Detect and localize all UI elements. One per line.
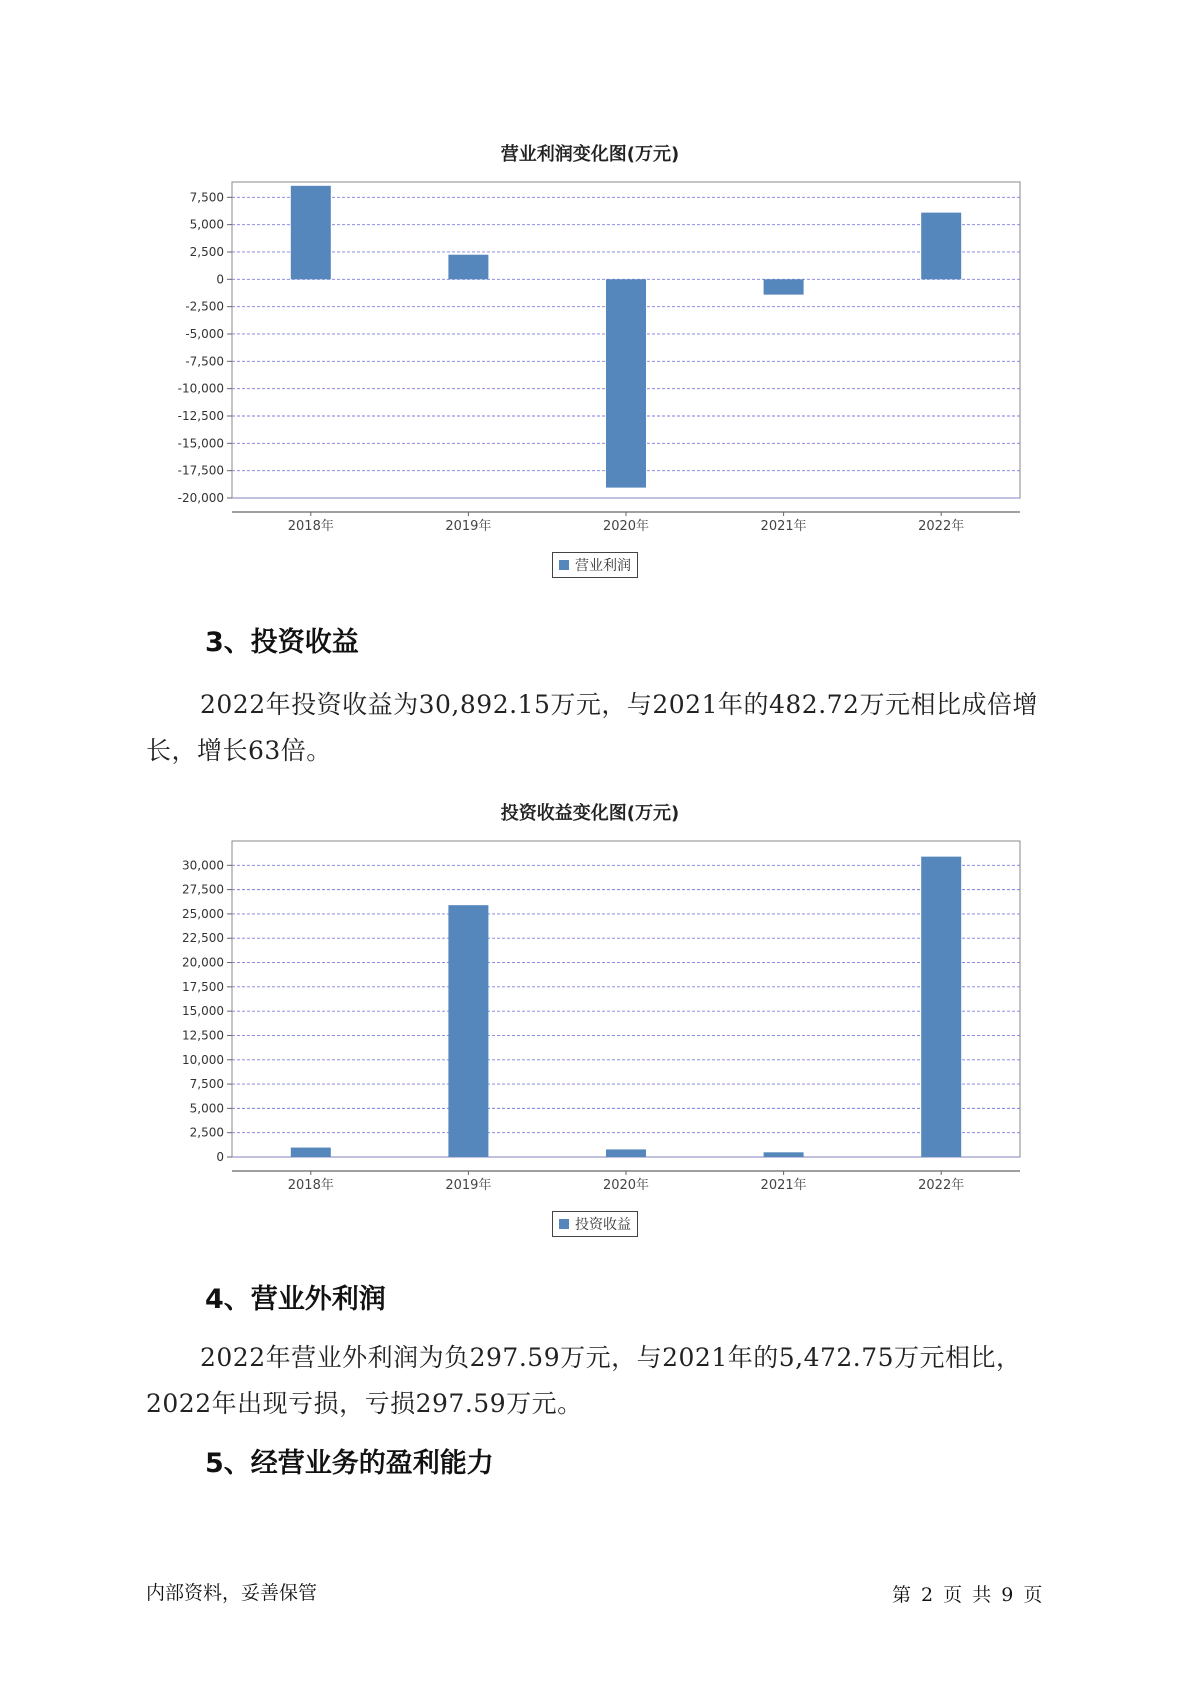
- y-tick-label: 7,500: [189, 190, 224, 205]
- y-tick-label: 12,500: [182, 1028, 224, 1043]
- x-tick-label: 2018年: [287, 519, 334, 534]
- legend-swatch: [559, 1219, 569, 1229]
- y-tick-label: 2,500: [189, 1125, 224, 1140]
- y-tick-label: 0: [216, 272, 224, 287]
- y-tick-label: 22,500: [182, 931, 224, 946]
- x-tick-label: 2019年: [445, 1178, 492, 1193]
- y-tick-label: 20,000: [182, 955, 224, 970]
- y-tick-label: -15,000: [177, 436, 224, 451]
- bar: [921, 213, 961, 280]
- y-tick-label: -5,000: [185, 326, 224, 341]
- chart-canvas: [140, 170, 1040, 560]
- footer-confidential-note: 内部资料，妥善保管: [146, 1582, 318, 1604]
- y-tick-label: 15,000: [182, 1004, 224, 1019]
- y-tick-label: -10,000: [177, 381, 224, 396]
- x-tick-label: 2022年: [918, 519, 965, 534]
- bar: [448, 905, 488, 1157]
- bar: [291, 186, 331, 279]
- y-tick-label: 2,500: [189, 244, 224, 259]
- y-tick-label: -17,500: [177, 463, 224, 478]
- bar: [764, 1152, 804, 1157]
- section-3-paragraph: 2022年投资收益为30,892.15万元，与2021年的482.72万元相比成倍增长，增长63倍。: [146, 690, 1038, 765]
- y-tick-label: 25,000: [182, 906, 224, 921]
- plot-area: [232, 841, 1020, 1157]
- x-tick-label: 2022年: [918, 1178, 965, 1193]
- chart-canvas: [140, 829, 1040, 1219]
- footer-page-number: 第 2 页 共 9 页: [892, 1584, 1045, 1606]
- y-tick-label: 7,500: [189, 1077, 224, 1092]
- bar: [448, 255, 488, 280]
- bar: [291, 1148, 331, 1157]
- bar: [606, 279, 646, 487]
- bar: [606, 1149, 646, 1157]
- x-tick-label: 2020年: [602, 1178, 650, 1193]
- y-tick-label: 0: [216, 1150, 224, 1164]
- bar: [921, 857, 961, 1157]
- y-tick-label: 5,000: [189, 217, 224, 232]
- y-tick-label: 30,000: [182, 858, 224, 873]
- chart-title: 营业利润变化图(万元): [500, 144, 680, 165]
- section-4-paragraph: 2022年营业外利润为负297.59万元，与2021年的5,472.75万元相比，2022年出现亏损，亏损297.59万元。: [146, 1343, 1022, 1418]
- y-tick-label: -7,500: [185, 354, 224, 369]
- y-tick-label: 27,500: [182, 882, 224, 897]
- chart-title: 投资收益变化图(万元): [500, 803, 680, 824]
- x-tick-label: 2019年: [445, 519, 492, 534]
- y-tick-label: 10,000: [182, 1052, 224, 1067]
- y-tick-label: -12,500: [177, 408, 224, 423]
- x-tick-label: 2021年: [760, 519, 807, 534]
- section-5-heading: 5、经营业务的盈利能力: [205, 1448, 494, 1479]
- x-tick-label: 2018年: [287, 1178, 334, 1193]
- y-tick-label: -20,000: [177, 491, 224, 505]
- section-3-heading: 3、投资收益: [205, 627, 359, 658]
- legend-label: 营业利润: [575, 558, 631, 574]
- chart-legend: [552, 552, 638, 578]
- operating-profit-chart: [140, 140, 1040, 580]
- section-4-heading: 4、营业外利润: [205, 1284, 386, 1315]
- legend-swatch: [559, 560, 569, 570]
- y-tick-label: -2,500: [185, 299, 224, 314]
- y-tick-label: 5,000: [189, 1101, 224, 1116]
- y-tick-label: 17,500: [182, 979, 224, 994]
- bar: [764, 279, 804, 294]
- investment-income-chart: [140, 799, 1040, 1239]
- x-tick-label: 2021年: [760, 1178, 807, 1193]
- legend-label: 投资收益: [575, 1217, 631, 1233]
- chart-legend: [552, 1211, 638, 1237]
- x-tick-label: 2020年: [602, 519, 650, 534]
